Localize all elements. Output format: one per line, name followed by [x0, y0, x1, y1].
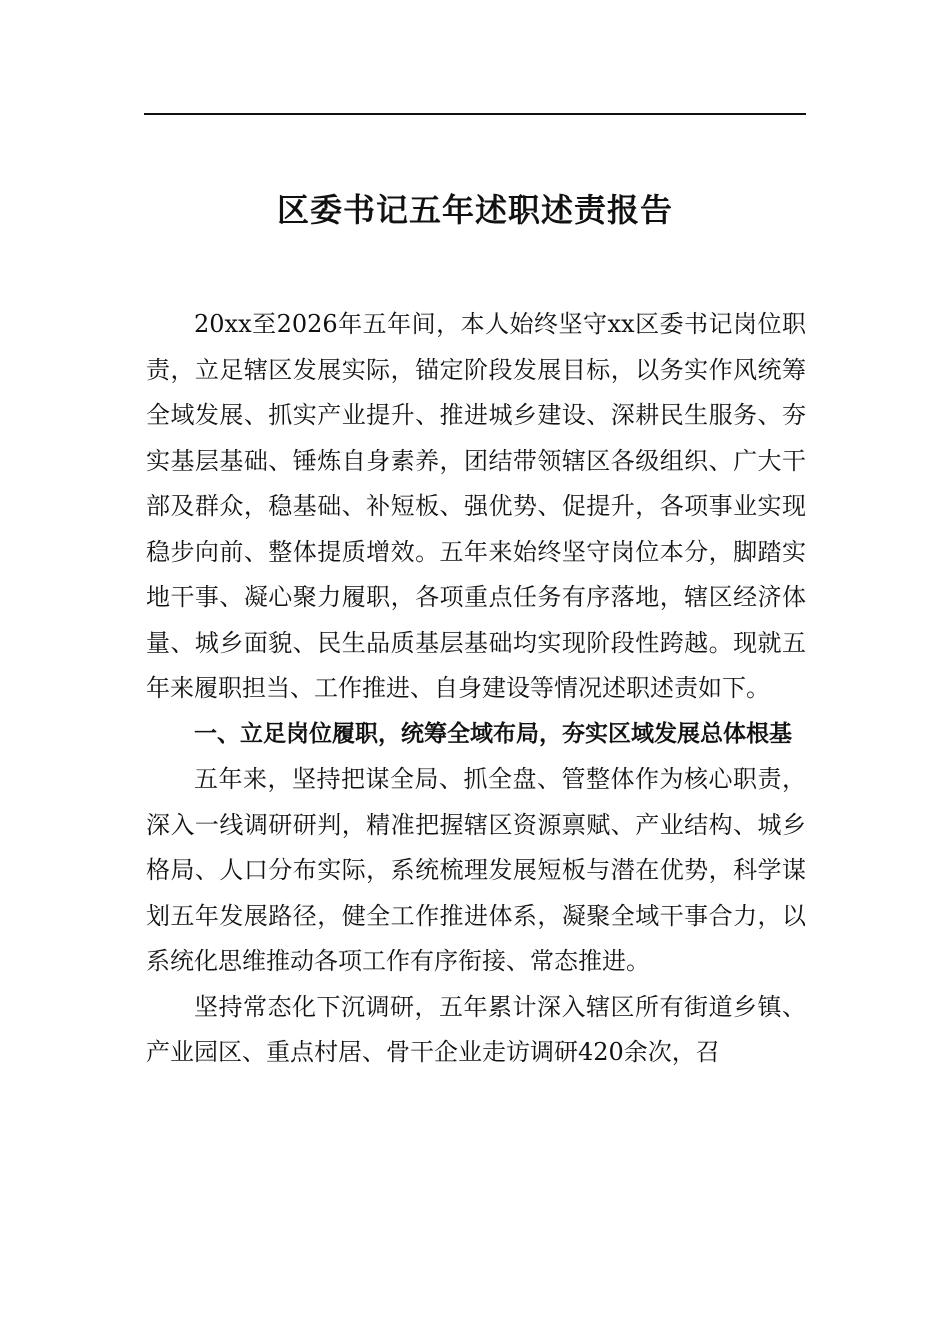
body-paragraph: 五年来，坚持把谋全局、抓全盘、管整体作为核心职责，深入一线调研研判，精准把握辖区资源禀赋、产业结构、城乡格局、人口分布实际，系统梳理发展短板与潜在优势，科学谋划五年发展路径，健全工作推进体系，凝聚全域干事合力，以系统化思维推动各项工作有序衔接、常态推进。	[146, 765, 806, 975]
document-body	[146, 302, 806, 1076]
intro-paragraph: 20xx至2026年五年间，本人始终坚守xx区委书记岗位职责，立足辖区发展实际，锚定阶段发展目标，以务实作风统筹全域发展、抓实产业提升、推进城乡建设、深耕民生服务、夯实基层基础、锤炼自身素养，团结带领辖区各级组织、广大干部及群众，稳基础、补短板、强优势、促提升，各项事业实现稳步向前、整体提质增效。五年来始终坚守岗位本分，脚踏实地干事、凝心聚力履职，各项重点任务有序落地，辖区经济体量、城乡面貌、民生品质基层基础均实现阶段性跨越。现就五年来履职担当、工作推进、自身建设等情况述职述责如下。	[146, 310, 806, 702]
body-paragraph: 坚持常态化下沉调研，五年累计深入辖区所有街道乡镇、产业园区、重点村居、骨干企业走访调研420余次，召	[146, 992, 806, 1066]
section-heading: 一、立足岗位履职，统筹全域布局，夯实区域发展总体根基	[194, 720, 792, 747]
header-rule	[144, 113, 806, 115]
document-title: 区委书记五年述职述责报告	[276, 191, 673, 229]
